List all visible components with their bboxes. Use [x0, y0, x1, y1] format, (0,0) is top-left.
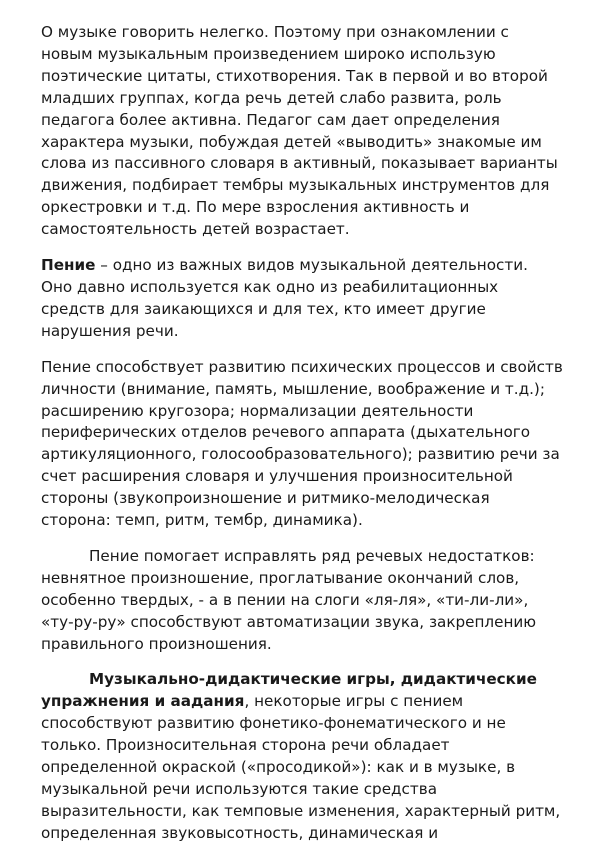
didactic-games-term: Музыкально-дидактические игры, дидактические упражнения и аадания [41, 670, 537, 711]
singing-definition-text: – одно из важных видов музыкальной деятельности. Оно давно используется как одно из реабилитационных средств для заикающихся и для тех, кто имеет другие нарушения речи. [41, 256, 528, 340]
paragraph-singing-definition [41, 255, 563, 343]
paragraph-speech-correction: Пение помогает исправлять ряд речевых недостатков: невнятное произношение, проглатывание окончаний слов, особенно твердых, - а в пении на слоги «ля-ля», «ти-ли-ли», «ту-ру-ру» способствуют автоматизации звука, закреплению правильного произношения. [41, 546, 537, 653]
paragraph-music-introduction: О музыке говорить нелегко. Поэтому при ознакомлении с новым музыкальным произведением широко использую поэтические цитаты, стихотворения. Так в первой и во второй младших группах, когда речь детей слабо развита, роль педагога более активна. Педагог сам дает определения характера музыки, побуждая детей «выводить» знакомые им слова из пассивного словаря в активный, показывает варианты движения, подбирает тембры музыкальных инструментов для оркестровки и т.д. По мере взросления активность и самостоятельность детей возрастает. [41, 23, 558, 239]
document-body [41, 22, 563, 842]
paragraph-singing-benefits: Пение способствует развитию психических процессов и свойств личности (внимание, память, мышление, воображение и т.д.); расширению кругозора; нормализации деятельности периферических отделов речевого аппарата (дыхательного артикуляционного, голосообразовательного); развитию речи за счет расширения словаря и улучшения произносительной стороны (звукопроизношение и ритмико-мелодическая сторона: темп, ритм, тембр, динамика). [41, 357, 563, 530]
singing-term: Пение [41, 256, 96, 275]
paragraph-didactic-games [41, 669, 563, 842]
didactic-games-text: , некоторые игры с пением способствуют развитию фонетико-фонематического и не только. Произносительная сторона речи обладает определенной окраской («просодикой»): как и в музыке, в музыкальной речи используются такие средства выразительности, как темповые изменения, характерный ритм, определенная звуковысотность, динамическая и [41, 692, 561, 842]
